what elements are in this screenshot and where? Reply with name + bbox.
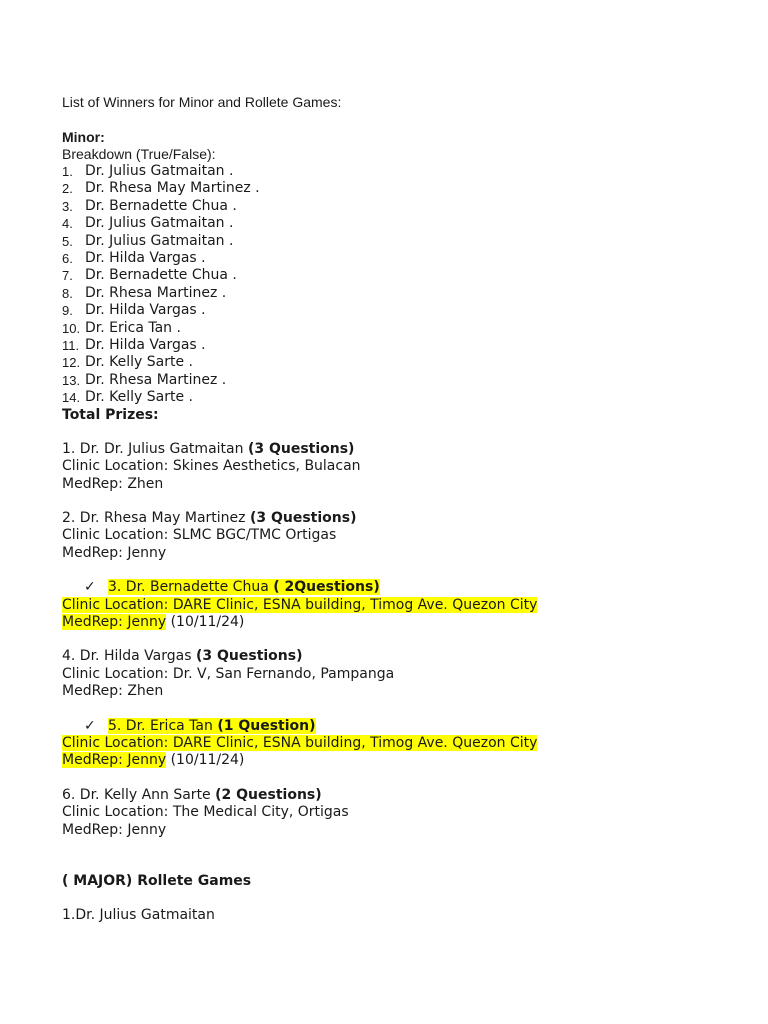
list-number: 14. (62, 390, 81, 406)
list-item (62, 389, 742, 406)
list-item (62, 354, 742, 371)
award-date: (10/11/24) (166, 613, 245, 630)
prize-entry-highlighted (62, 718, 742, 770)
winner-name: Dr. Rhesa Martinez . (85, 284, 227, 301)
prize-questions: (3 Questions) (249, 509, 357, 526)
medrep: MedRep: Zhen (62, 683, 164, 700)
medrep: MedRep: Jenny (62, 613, 167, 630)
list-item (62, 215, 742, 232)
list-number: 2. (62, 181, 73, 197)
list-item (62, 302, 742, 319)
clinic-location: Clinic Location: Skines Aesthetics, Bulacan (62, 458, 361, 475)
prize-entry (62, 648, 742, 700)
list-item (62, 233, 742, 250)
list-item (62, 337, 742, 354)
medrep: MedRep: Jenny (62, 821, 167, 838)
document-title: List of Winners for Minor and Rollete Games: (62, 94, 342, 110)
list-item (62, 267, 742, 284)
list-item (62, 320, 742, 337)
list-number: 6. (62, 251, 73, 267)
list-number: 8. (62, 285, 73, 301)
checkmark-icon: ✓ (84, 717, 96, 734)
winner-name: Dr. Julius Gatmaitan . (85, 163, 234, 179)
document-page (62, 94, 742, 924)
prize-questions: (1 Question) (217, 717, 316, 734)
list-item (62, 163, 742, 180)
prize-name: 4. Dr. Hilda Vargas (62, 648, 196, 665)
list-number: 4. (62, 216, 73, 232)
winner-name: Dr. Hilda Vargas . (85, 302, 206, 319)
prize-questions: (2 Questions) (215, 786, 322, 803)
winner-name: Dr. Julius Gatmaitan . (85, 232, 234, 249)
winner-name: Dr. Bernadette Chua . (85, 197, 237, 214)
prize-entry (62, 787, 742, 839)
list-number: 10. (62, 320, 81, 336)
medrep: MedRep: Zhen (62, 475, 164, 492)
prize-questions: ( 2Questions) (273, 579, 380, 596)
prize-name: 6. Dr. Kelly Ann Sarte (62, 786, 216, 803)
prize-entry-highlighted (62, 579, 742, 631)
winner-name: Dr. Rhesa Martinez . (85, 371, 227, 388)
list-number: 7. (62, 268, 73, 284)
list-number: 5. (62, 233, 73, 249)
list-number: 13. (62, 372, 81, 388)
clinic-location: Clinic Location: The Medical City, Ortigas (62, 804, 349, 821)
winner-name: Dr. Julius Gatmaitan . (85, 215, 234, 232)
winners-list (62, 163, 742, 407)
winner-name: Dr. Erica Tan . (85, 319, 181, 336)
minor-heading: Minor: (62, 129, 105, 145)
prize-name: 2. Dr. Rhesa May Martinez (62, 509, 250, 526)
prize-questions: (3 Questions) (195, 648, 303, 665)
winner-name: Dr. Hilda Vargas . (85, 337, 206, 354)
list-number: 11. (62, 338, 80, 354)
total-prizes-heading: Total Prizes: (62, 406, 159, 423)
prize-name: 5. Dr. Erica Tan (108, 717, 218, 734)
major-heading: ( MAJOR) Rollete Games (62, 873, 252, 889)
winner-name: Dr. Kelly Sarte . (85, 354, 193, 371)
winner-name: Dr. Rhesa May Martinez . (85, 180, 260, 197)
award-date: (10/11/24) (166, 752, 245, 769)
list-item (62, 198, 742, 215)
prize-entry (62, 441, 742, 493)
medrep: MedRep: Jenny (62, 544, 167, 561)
breakdown-label: Breakdown (True/False): (62, 146, 216, 162)
clinic-location: Clinic Location: DARE Clinic, ESNA building, Timog Ave. Quezon City (62, 596, 538, 613)
checkmark-icon: ✓ (84, 579, 96, 596)
prize-questions: (3 Questions) (247, 440, 355, 457)
list-number: 12. (62, 355, 81, 371)
list-item (62, 250, 742, 267)
prize-entry (62, 510, 742, 562)
clinic-location: Clinic Location: SLMC BGC/TMC Ortigas (62, 527, 337, 544)
list-number: 1. (62, 164, 73, 179)
medrep: MedRep: Jenny (62, 752, 167, 769)
clinic-location: Clinic Location: Dr. V, San Fernando, Pampanga (62, 665, 395, 682)
winner-name: Dr. Hilda Vargas . (85, 250, 206, 267)
list-item (62, 372, 742, 389)
winner-name: Dr. Kelly Sarte . (85, 389, 193, 406)
prize-name: 1. Dr. Dr. Julius Gatmaitan (62, 440, 248, 457)
clinic-location: Clinic Location: DARE Clinic, ESNA building, Timog Ave. Quezon City (62, 734, 538, 751)
prize-name: 3. Dr. Bernadette Chua (108, 579, 274, 596)
major-winner: 1.Dr. Julius Gatmaitan (62, 907, 215, 923)
list-item (62, 285, 742, 302)
winner-name: Dr. Bernadette Chua . (85, 267, 237, 284)
list-number: 9. (62, 303, 73, 319)
list-number: 3. (62, 198, 73, 214)
list-item (62, 180, 742, 197)
